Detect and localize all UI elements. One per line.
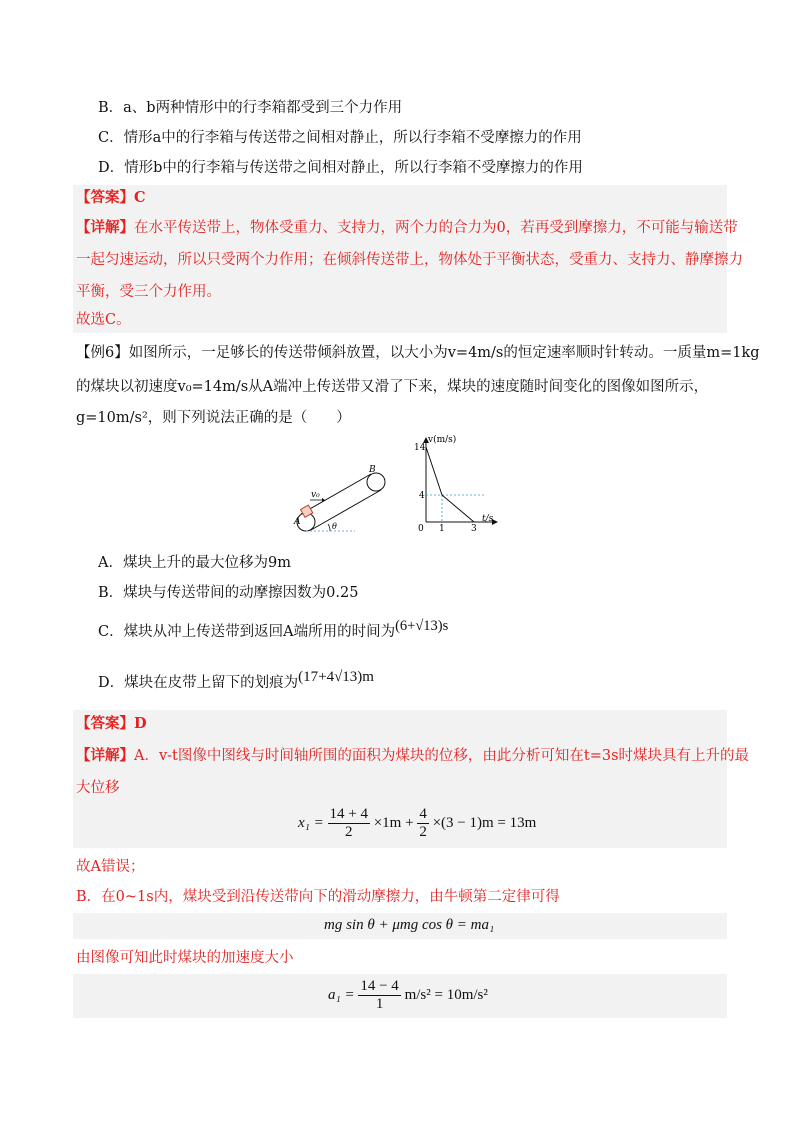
option6-c-expr: (6+√13)s: [395, 618, 449, 634]
conclusion-1: 故选C。: [76, 312, 131, 328]
tick-x-1: 1: [439, 524, 445, 533]
accel-text: 由图像可知此时煤块的加速度大小: [76, 950, 294, 966]
example-6-line-2: 的煤块以初速度v₀=14m/s从A端冲上传送带又滑了下来，煤块的速度随时间变化的图像如图所示，: [76, 379, 709, 395]
eq1-mid: ×1m +: [373, 814, 414, 831]
answer-value: C: [134, 189, 146, 206]
detail-2-label: 【详解】: [76, 747, 134, 764]
eq3-rhs: m/s² = 10m/s²: [404, 986, 488, 1003]
option6-d-expr: (17+4√13)m: [298, 669, 374, 685]
eq1-lhs: x₁ =: [298, 814, 324, 831]
answer-2: [76, 714, 147, 734]
detail-2-text: A．v-t图像中图线与时间轴所围的面积为煤块的位移，由此分析可知在t=3s时煤块具有上升的最: [134, 748, 750, 764]
option-b: B．a、b两种情形中的行李箱都受到三个力作用: [98, 100, 403, 116]
eq1-rhs: ×(3 − 1)m = 13m: [432, 814, 537, 831]
equation-x1: [298, 806, 536, 841]
detail-label: 【详解】: [76, 219, 134, 236]
a-wrong: 故A错误；: [76, 859, 145, 875]
belt-label-a: A: [294, 517, 301, 527]
belt-label-theta: θ: [332, 522, 337, 531]
example-6-line-3: g=10m/s²，则下列说法正确的是（ ）: [76, 410, 351, 426]
tick-y-14: 14: [414, 443, 426, 453]
detail-1-line-1: [76, 218, 738, 238]
example-6-line-1: 【例6】如图所示，一足够长的传送带倾斜放置，以大小为v=4m/s的恒定速率顺时针转动。一质量m=1kg: [76, 345, 760, 361]
eq3-lhs: a₁ =: [328, 986, 355, 1003]
option-d: D．情形b中的行李箱与传送带之间相对静止，所以行李箱不受摩擦力的作用: [98, 160, 583, 176]
graph-ylabel: v(m/s): [428, 435, 457, 445]
belt-label-v0: v₀: [311, 490, 320, 500]
eq1-fraction-1: $\frac{14 + 4}{2}$: [329, 806, 368, 840]
option6-d: [98, 669, 374, 693]
answer-2-label: 【答案】: [76, 715, 134, 732]
detail-1-line-2: 一起匀速运动，所以只受两个力作用；在倾斜传送带上，物体处于平衡状态，受重力、支持力、静摩擦力: [76, 252, 743, 268]
detail-text: 在水平传送带上，物体受重力、支持力，两个力的合力为0，若再受到摩擦力，不可能与输送带: [134, 220, 738, 236]
detail-1-line-3: 平衡，受三个力作用。: [76, 284, 221, 300]
eq1-fraction-2: $\frac{4}{2}$: [419, 806, 427, 840]
option6-c-text: C．煤块从冲上传送带到返回A端所用的时间为: [98, 624, 396, 640]
option6-d-text: D．煤块在皮带上留下的划痕为: [98, 675, 299, 691]
option6-b: B．煤块与传送带间的动摩擦因数为0.25: [98, 585, 359, 601]
answer-1: [76, 188, 146, 208]
belt-label-b: B: [369, 465, 376, 475]
eq3-fraction: $\frac{14 - 4}{1}$: [360, 978, 399, 1012]
option6-a: A．煤块上升的最大位移为9m: [98, 555, 291, 571]
answer-2-value: D: [134, 715, 147, 732]
option-c: C．情形a中的行李箱与传送带之间相对静止，所以行李箱不受摩擦力的作用: [98, 130, 582, 146]
conveyor-belt-figure: [290, 460, 400, 540]
vt-graph: [412, 435, 512, 533]
answer-label: 【答案】: [76, 189, 134, 206]
detail-2-line-1: [76, 746, 749, 766]
equation-a1: [328, 978, 488, 1013]
detail-2-line-2: 大位移: [76, 780, 120, 796]
tick-origin: 0: [418, 524, 424, 533]
option6-c: [98, 618, 449, 642]
tick-y-4: 4: [419, 491, 425, 501]
equation-newton: mg sin θ + μmg cos θ = ma₁: [324, 917, 495, 933]
graph-xlabel: t/s: [482, 514, 494, 524]
b-analysis: B．在0~1s内，煤块受到沿传送带向下的滑动摩擦力，由牛顿第二定律可得: [76, 889, 560, 905]
tick-x-3: 3: [471, 524, 477, 533]
